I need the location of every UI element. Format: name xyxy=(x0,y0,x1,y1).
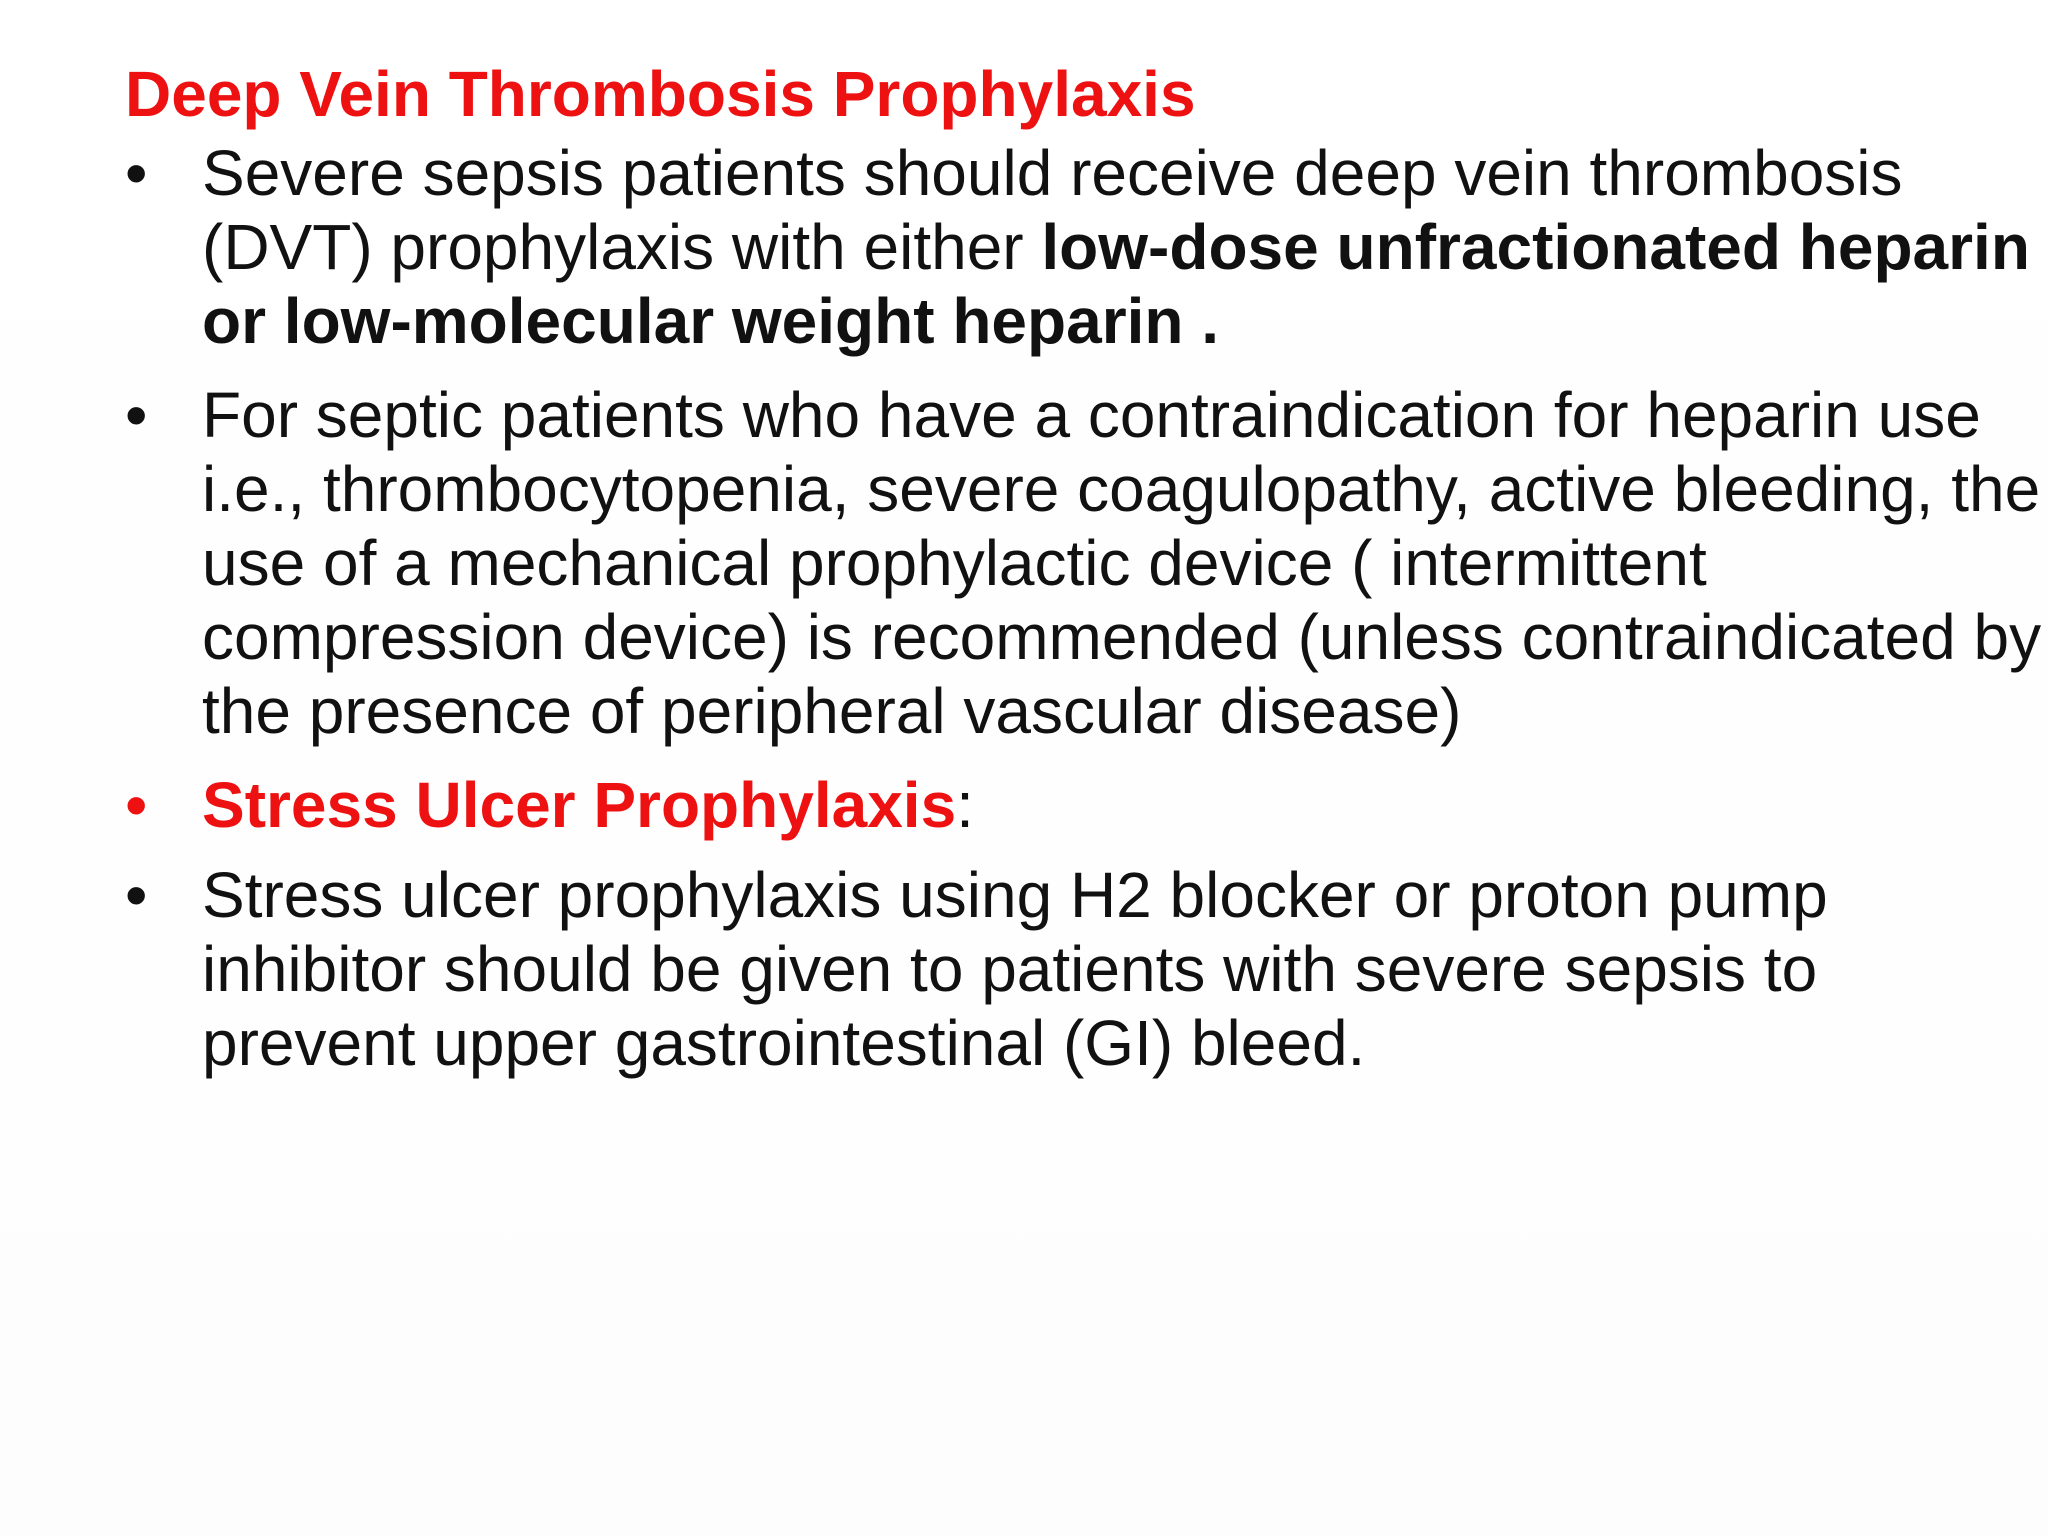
section-heading: Stress Ulcer Prophylaxis xyxy=(202,769,957,841)
bullet-dot-icon: • xyxy=(125,137,148,209)
bullet-item-dvt-prophylaxis xyxy=(125,136,2042,358)
bullet-text: Severe sepsis patients should receive deep vein thrombosis (DVT) prophylaxis with either xyxy=(202,137,1903,283)
bullet-text-bold: low-dose unfractionated heparin or low-molecular weight heparin . xyxy=(202,211,2030,357)
bullet-text: Stress ulcer prophylaxis using H2 blocker or proton pump inhibitor should be given to patients with severe sepsis to prevent upper gastrointestinal (GI) bleed. xyxy=(202,859,1828,1079)
bullet-text: For septic patients who have a contraindication for heparin use i.e., thrombocytopenia, severe coagulopathy, active bleeding, the use of a mechanical prophylactic device ( intermittent compression device) is recommended (unless contraindicated by the presence of peripheral vascular disease) xyxy=(202,379,2042,747)
bullet-dot-icon: • xyxy=(125,379,148,451)
slide-title: Deep Vein Thrombosis Prophylaxis xyxy=(125,58,1196,130)
bullet-item-stress-ulcer xyxy=(125,858,2042,1080)
bullet-dot-icon: • xyxy=(125,859,148,931)
bullet-dot-icon: • xyxy=(125,769,148,841)
section-heading-suffix: : xyxy=(956,769,974,841)
bullet-item-stress-ulcer-heading xyxy=(125,768,2042,842)
bullet-list xyxy=(125,136,2042,1080)
bullet-item-contraindication xyxy=(125,378,2042,748)
